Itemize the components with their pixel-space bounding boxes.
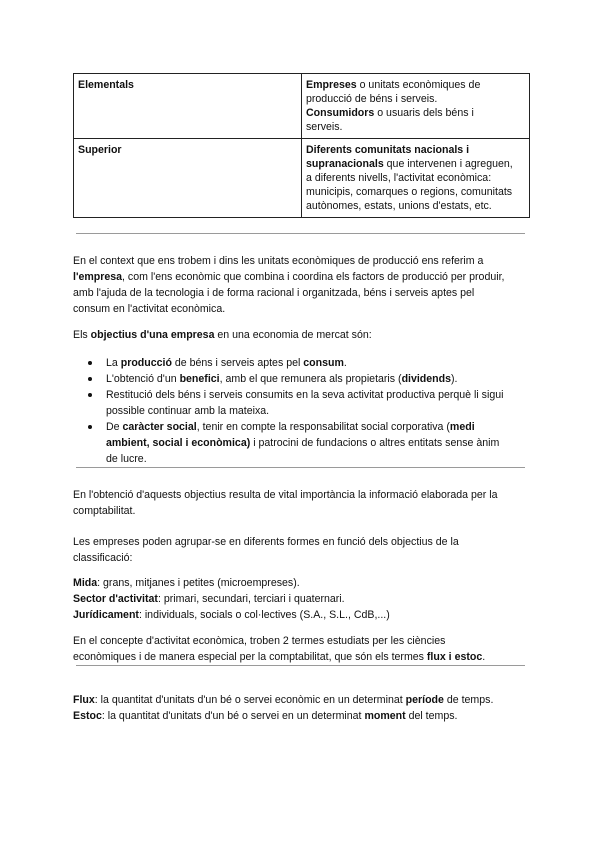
text: econòmiques i de manera especial per la comptabilitat, que són els termes <box>73 651 427 663</box>
text: de temps. <box>443 694 494 706</box>
list-item <box>73 387 533 419</box>
text-line <box>306 78 525 92</box>
bold-text: Flux <box>73 694 95 706</box>
text-line <box>106 387 533 403</box>
text: possible continuar amb la mateixa. <box>106 405 270 417</box>
text: L'obtenció d'un <box>106 373 180 385</box>
bold-text: medi <box>449 421 475 433</box>
text-line <box>73 607 533 623</box>
text: serveis. <box>306 121 343 133</box>
table-row <box>74 139 530 218</box>
text-line <box>73 534 533 550</box>
text-line <box>306 171 525 185</box>
classification-list <box>73 575 533 623</box>
text-line <box>73 591 533 607</box>
text-line <box>106 355 533 371</box>
text: o unitats econòmiques de <box>356 79 481 91</box>
bold-text: consum <box>303 357 344 369</box>
text-line <box>106 419 533 435</box>
row-label: Elementals <box>78 79 134 91</box>
bullet-icon <box>88 425 92 429</box>
text-line <box>73 269 533 285</box>
text: . <box>482 651 486 663</box>
bullet-icon <box>88 393 92 397</box>
text: De <box>106 421 123 433</box>
text: Restitució dels béns i serveis consumits en la seva activitat productiva perquè li sigui <box>106 389 504 401</box>
text-line <box>73 649 533 665</box>
text: En l'obtenció d'aquests objectius resulta de vital importància la informació elaborada per la <box>73 489 498 501</box>
bullet-icon <box>88 377 92 381</box>
text-line <box>306 199 525 213</box>
text-line <box>73 487 533 503</box>
text: en una economia de mercat són: <box>214 329 372 341</box>
text: classificació: <box>73 552 133 564</box>
table-row <box>74 74 530 139</box>
text-line <box>73 633 533 649</box>
text: municipis, comarques o regions, comunitats <box>306 186 513 198</box>
text-line <box>73 550 533 566</box>
text: La <box>106 357 121 369</box>
text: consum en l'activitat econòmica. <box>73 303 226 315</box>
text-line <box>73 253 533 269</box>
bold-text: supranacionals <box>306 158 384 170</box>
text-line <box>306 120 525 134</box>
text: a diferents nivells, l'activitat econòmica: <box>306 172 492 184</box>
bold-text: Consumidors <box>306 107 375 119</box>
bold-text: benefici <box>179 373 220 385</box>
text-line <box>73 503 533 519</box>
text: En el context que ens trobem i dins les unitats econòmiques de producció ens referim a <box>73 255 484 267</box>
divider <box>76 233 525 234</box>
bold-text: moment <box>364 710 406 722</box>
bold-text: flux i estoc <box>426 651 483 663</box>
bold-text: Empreses <box>306 79 357 91</box>
row-description <box>302 139 530 218</box>
bold-text: dividends <box>401 373 452 385</box>
text: : primari, secundari, terciari i quaternari. <box>157 593 345 605</box>
list-item <box>73 419 533 467</box>
text: comptabilitat. <box>73 505 136 517</box>
text: ). <box>451 373 458 385</box>
bold-text: ambient, social i econòmica) <box>106 437 251 449</box>
paragraph-agrupar <box>73 534 533 566</box>
text: Les empreses poden agrupar-se en diferents formes en funció dels objectius de la <box>73 536 459 548</box>
text: : la quantitat d'unitats d'un bé o servei en un determinat <box>101 710 365 722</box>
text: producció de béns i serveis. <box>306 93 438 105</box>
text: , com l'ens econòmic que combina i coordina els factors de producció per produir, <box>122 271 505 283</box>
divider <box>76 467 525 468</box>
text-line <box>73 327 533 343</box>
text-line <box>306 106 525 120</box>
text: del temps. <box>405 710 458 722</box>
bold-text: Sector d'activitat <box>73 593 158 605</box>
text-line <box>306 157 525 171</box>
text-line <box>73 708 533 724</box>
row-description <box>302 74 530 139</box>
bold-text: objectius d'una empresa <box>90 329 215 341</box>
list-item <box>73 355 533 371</box>
text-line <box>106 435 533 451</box>
text-line <box>106 451 533 467</box>
bold-text: període <box>405 694 444 706</box>
bold-text: Diferents comunitats nacionals i <box>306 144 470 156</box>
bullet-icon <box>88 361 92 365</box>
text: : individuals, socials o col·lectives (S.A., S.L., CdB,...) <box>138 609 390 621</box>
levels-table <box>73 73 530 218</box>
text: de béns i serveis aptes pel <box>171 357 304 369</box>
text-line <box>306 92 525 106</box>
bold-text: Mida <box>73 577 98 589</box>
bold-text: caràcter social <box>122 421 197 433</box>
text-line <box>73 575 533 591</box>
paragraph-objectives-intro <box>73 327 533 343</box>
text: amb l'ajuda de la tecnologia i de forma racional i organitzada, béns i serveis aptes pel <box>73 287 475 299</box>
text-line <box>306 143 525 157</box>
text-line <box>106 403 533 419</box>
bold-text: Jurídicament <box>73 609 139 621</box>
text: Els <box>73 329 91 341</box>
bold-text: producció <box>120 357 172 369</box>
text: autònomes, estats, unions d'estats, etc. <box>306 200 492 212</box>
list-item <box>73 371 533 387</box>
text: de lucre. <box>106 453 147 465</box>
text: , tenir en compte la responsabilitat social corporativa ( <box>196 421 450 433</box>
text-line <box>73 692 533 708</box>
text: : la quantitat d'unitats d'un bé o servei econòmic en un determinat <box>94 694 406 706</box>
row-label: Superior <box>78 144 122 156</box>
paragraph-intro <box>73 253 533 317</box>
text-line <box>73 285 533 301</box>
bold-text: l'empresa <box>73 271 123 283</box>
text: : grans, mitjanes i petites (microempreses). <box>97 577 300 589</box>
definitions <box>73 692 533 724</box>
objectives-list <box>73 355 533 467</box>
divider <box>76 665 525 666</box>
text: o usuaris dels béns i <box>374 107 474 119</box>
text: i patrocini de fundacions o altres entitats sense ànim <box>250 437 500 449</box>
text: que intervenen i agreguen, <box>383 158 513 170</box>
text: . <box>343 357 347 369</box>
paragraph-comptabilitat <box>73 487 533 519</box>
text-line <box>73 301 533 317</box>
text: En el concepte d'activitat econòmica, troben 2 termes estudiats per les ciències <box>73 635 446 647</box>
text: , amb el que remunera als propietaris ( <box>219 373 402 385</box>
bold-text: Estoc <box>73 710 102 722</box>
paragraph-concepte <box>73 633 533 665</box>
text-line <box>306 185 525 199</box>
text-line <box>106 371 533 387</box>
